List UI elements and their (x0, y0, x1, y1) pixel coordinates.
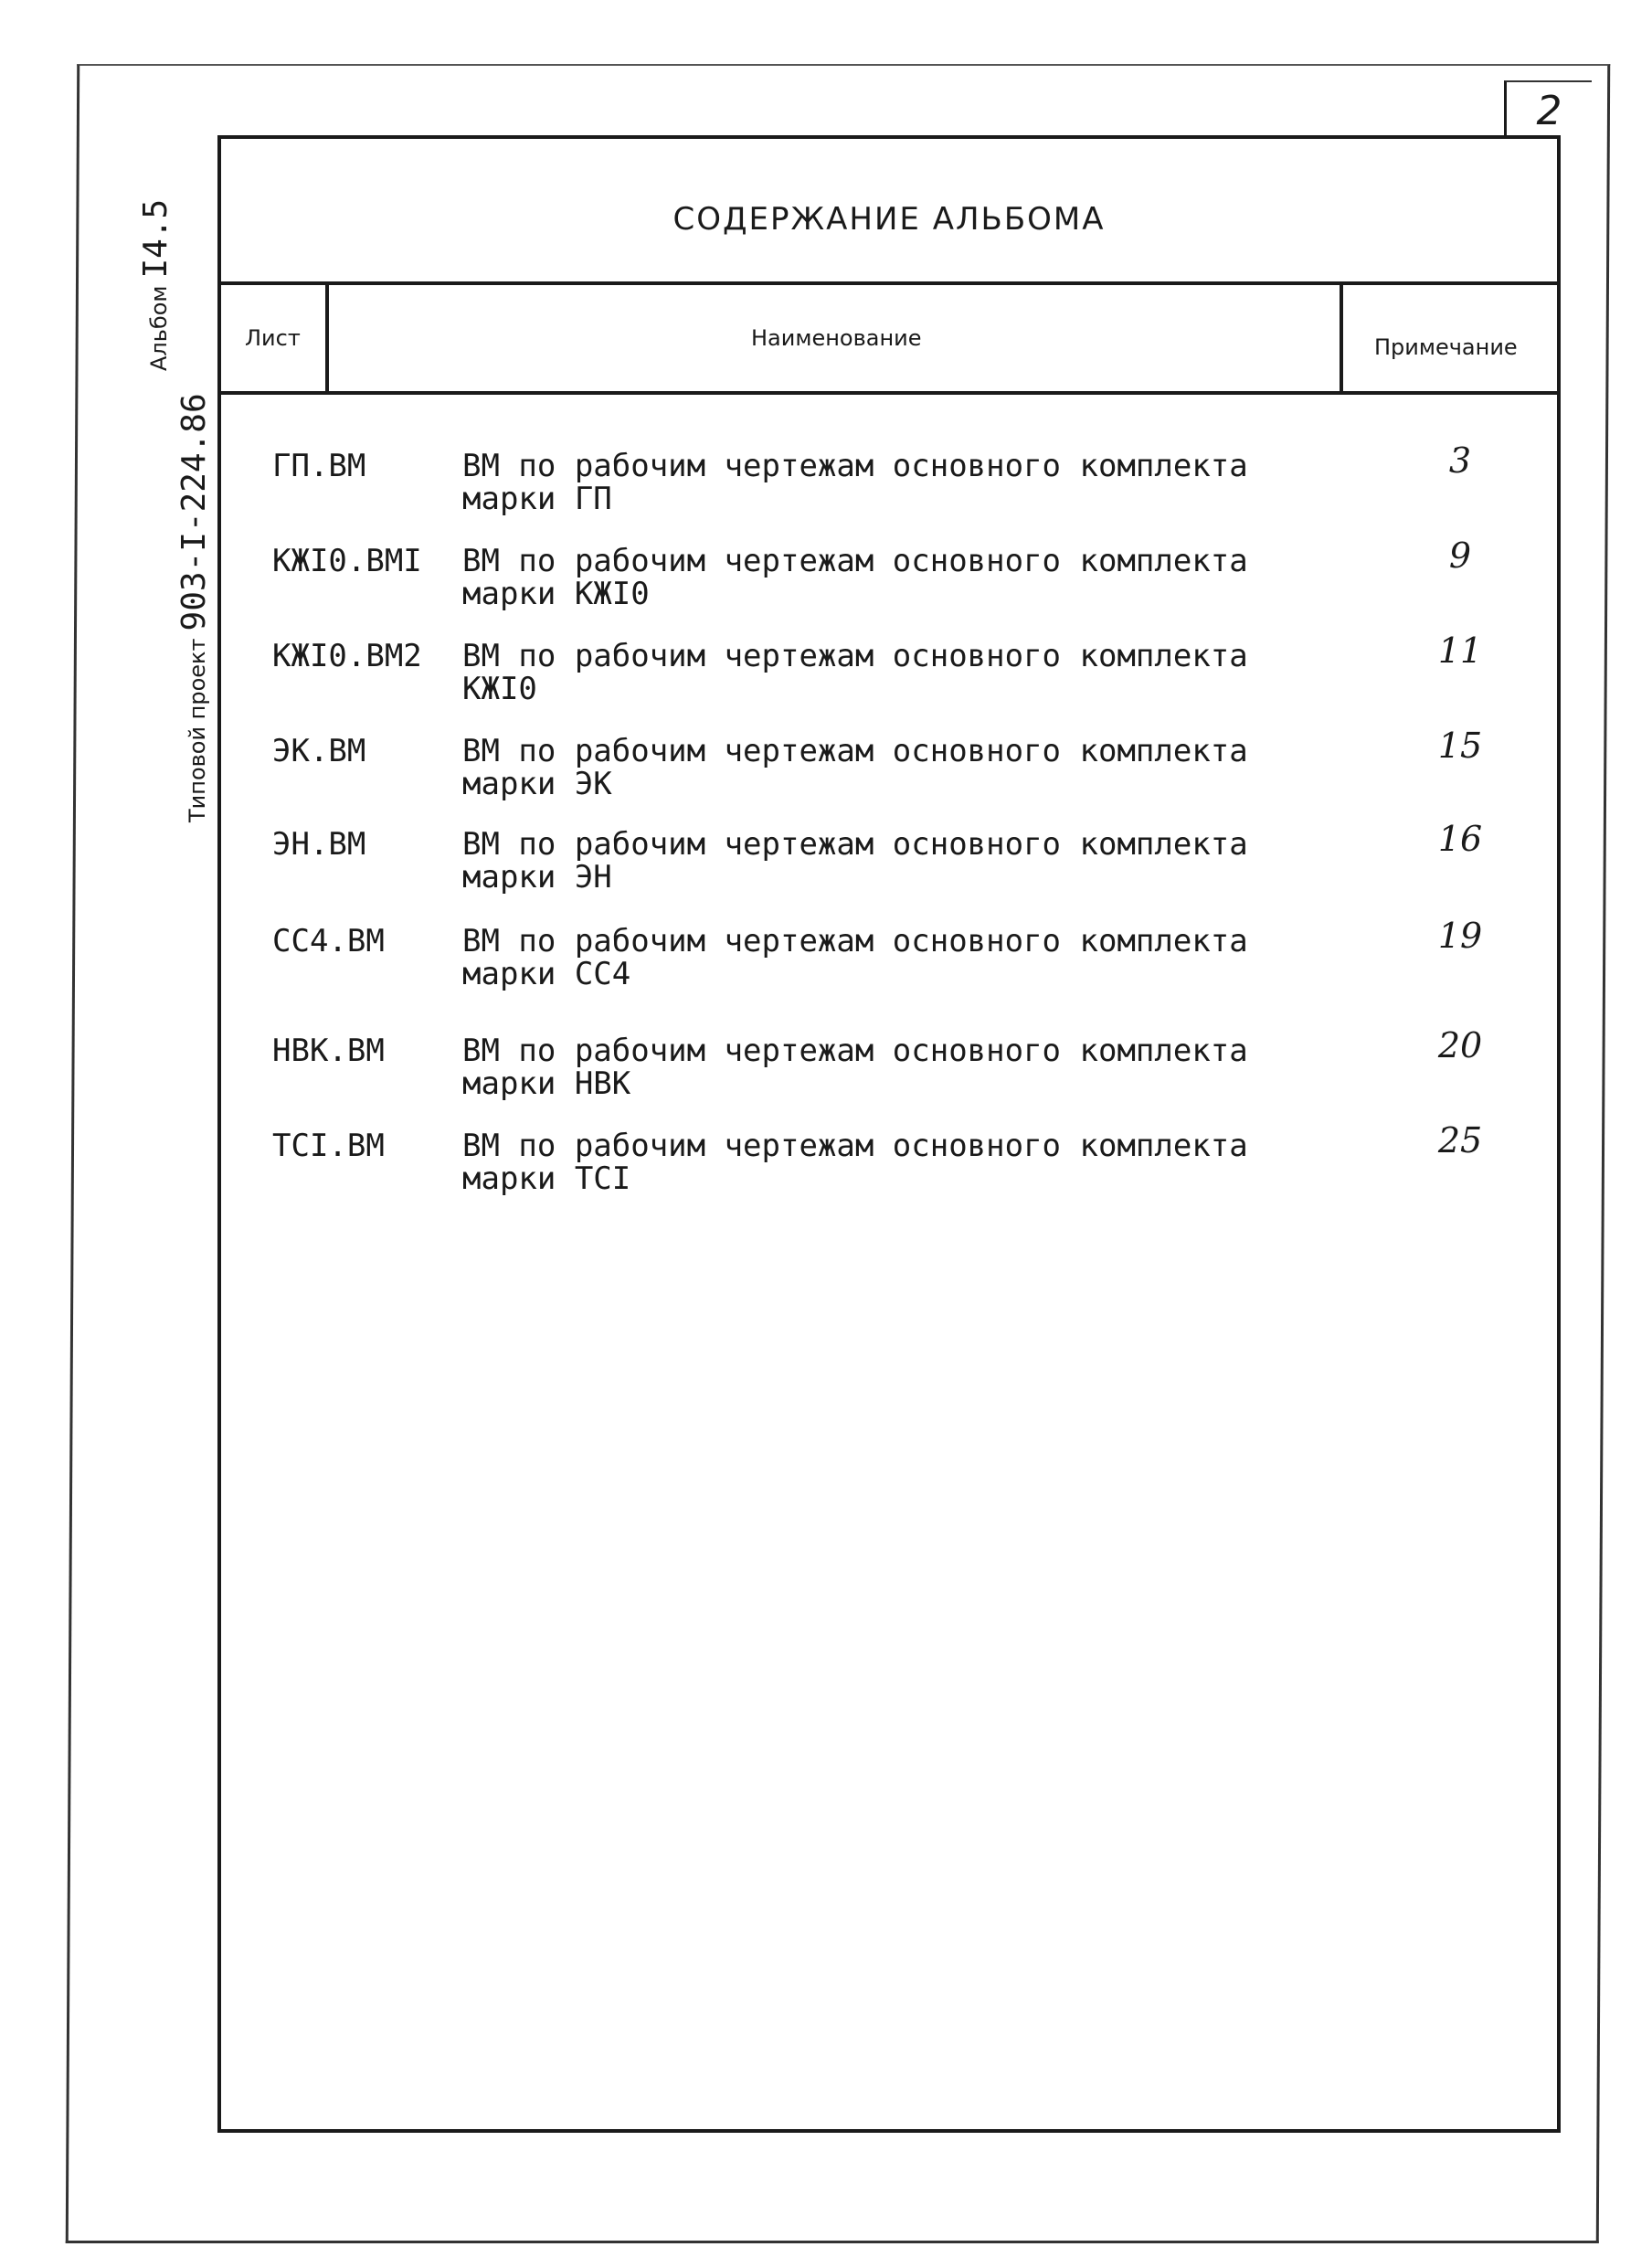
row-code: КЖI0.ВМ2 (272, 638, 422, 674)
row-page: 19 (1437, 916, 1483, 956)
header-note: Примечание (1374, 334, 1518, 360)
header-divider (217, 391, 1561, 395)
row-description-line1: ВМ по рабочим чертежам основного комплекта (462, 733, 1248, 769)
row-description-line1: ВМ по рабочим чертежам основного комплекта (462, 1033, 1248, 1069)
side-label-album (137, 199, 175, 371)
page-title: СОДЕРЖАНИЕ АЛЬБОМА (672, 201, 1106, 238)
row-code: ГП.ВМ (272, 448, 366, 484)
row-description (462, 640, 1285, 705)
table-row (217, 440, 1561, 532)
table-row (217, 726, 1561, 817)
table-row (217, 1120, 1561, 1212)
row-page: 25 (1437, 1120, 1483, 1160)
row-description-line2: марки ЭН (462, 859, 612, 896)
row-description (462, 545, 1285, 610)
row-code: ЭН.ВМ (272, 826, 366, 863)
row-description-line2: марки ЭК (462, 766, 612, 802)
row-description-line2: марки НВК (462, 1065, 631, 1102)
row-code: СС4.ВМ (272, 923, 385, 959)
row-description-line1: ВМ по рабочим чертежам основного комплекта (462, 826, 1248, 863)
title-divider (217, 281, 1561, 285)
row-description-line1: ВМ по рабочим чертежам основного комплекта (462, 448, 1248, 484)
row-description (462, 735, 1285, 800)
row-description-line2: марки КЖI0 (462, 576, 650, 612)
side-label-project-code: 903-I-224.86 (175, 393, 213, 631)
side-label-project-prefix: Типовой проект (185, 638, 210, 822)
table-row (217, 819, 1561, 910)
row-description-line2: марки ТСI (462, 1160, 631, 1197)
row-code: НВК.ВМ (272, 1033, 385, 1069)
row-description (462, 1129, 1285, 1195)
row-description-line2: марки СС4 (462, 956, 631, 992)
side-label (128, 91, 213, 822)
table-row (217, 916, 1561, 1007)
row-description-line1: ВМ по рабочим чертежам основного комплекта (462, 638, 1248, 674)
row-code: КЖI0.ВМI (272, 543, 422, 579)
row-page: 15 (1437, 726, 1483, 766)
table-row (217, 535, 1561, 627)
row-page: 11 (1437, 631, 1483, 671)
row-code: ЭК.ВМ (272, 733, 366, 769)
row-description (462, 828, 1285, 894)
side-label-album-prefix: Альбом (146, 285, 172, 371)
row-description-line2: марки ГП (462, 481, 612, 517)
row-description-line1: ВМ по рабочим чертежам основного комплекта (462, 543, 1248, 579)
header-sheet: Лист (245, 325, 301, 351)
row-page: 9 (1448, 535, 1472, 576)
row-page: 20 (1437, 1025, 1483, 1065)
row-description-line1: ВМ по рабочим чертежам основного комплекта (462, 1128, 1248, 1164)
row-code: ТСI.ВМ (272, 1128, 385, 1164)
row-description-line2: КЖI0 (462, 671, 537, 707)
row-description (462, 450, 1285, 515)
sheet-number: 2 (1504, 80, 1592, 139)
column-divider-sheet (325, 283, 329, 393)
side-label-album-code: I4.5 (137, 198, 175, 279)
row-description (462, 925, 1285, 991)
row-description (462, 1034, 1285, 1100)
row-page: 3 (1448, 440, 1472, 481)
table-row (217, 631, 1561, 722)
side-label-project (175, 393, 213, 822)
row-page: 16 (1437, 819, 1483, 859)
header-name: Наименование (751, 325, 922, 351)
table-row (217, 1025, 1561, 1117)
column-divider-note (1340, 283, 1343, 393)
row-description-line1: ВМ по рабочим чертежам основного комплекта (462, 923, 1248, 959)
